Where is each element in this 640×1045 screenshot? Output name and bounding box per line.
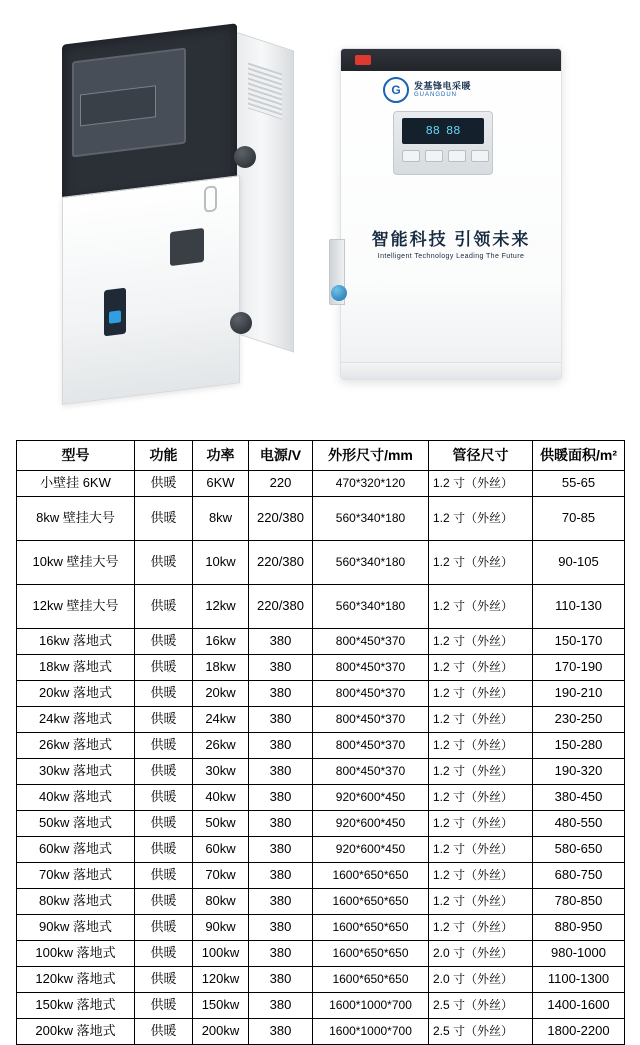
cell-power: 6KW <box>193 471 249 497</box>
cell-voltage: 220/380 <box>249 585 313 629</box>
cell-function: 供暖 <box>135 811 193 837</box>
cell-pipe-size: 1.2 寸（外丝） <box>429 915 533 941</box>
cell-model: 60kw 落地式 <box>17 837 135 863</box>
cell-power: 10kw <box>193 541 249 585</box>
cell-voltage: 380 <box>249 759 313 785</box>
cell-function: 供暖 <box>135 655 193 681</box>
boiler-display-screen <box>104 288 126 337</box>
cell-voltage: 380 <box>249 941 313 967</box>
table-body <box>17 471 625 1045</box>
cell-voltage: 380 <box>249 889 313 915</box>
cell-voltage: 380 <box>249 733 313 759</box>
table-row <box>17 655 625 681</box>
table-row <box>17 863 625 889</box>
lcd-value-left: 88 <box>425 124 440 138</box>
boiler-valve-knob-upper <box>234 146 256 168</box>
slogan-block <box>341 225 561 260</box>
cell-heating-area: 55-65 <box>533 471 625 497</box>
cell-voltage: 380 <box>249 1019 313 1045</box>
cell-model: 24kw 落地式 <box>17 707 135 733</box>
cell-function: 供暖 <box>135 785 193 811</box>
cell-dimensions: 800*450*370 <box>313 759 429 785</box>
table-row <box>17 629 625 655</box>
lcd-screen <box>402 118 484 144</box>
cell-pipe-size: 1.2 寸（外丝） <box>429 785 533 811</box>
brand-name-cn: 发基锋电采暖 <box>414 81 472 92</box>
cell-model: 80kw 落地式 <box>17 889 135 915</box>
cell-dimensions: 560*340*180 <box>313 541 429 585</box>
cell-voltage: 380 <box>249 967 313 993</box>
column-header-power: 功率 <box>193 441 249 471</box>
cell-dimensions: 920*600*450 <box>313 811 429 837</box>
cell-heating-area: 580-650 <box>533 837 625 863</box>
cell-model: 小壁挂 6KW <box>17 471 135 497</box>
cell-function: 供暖 <box>135 915 193 941</box>
cell-pipe-size: 2.0 寸（外丝） <box>429 941 533 967</box>
cell-model: 90kw 落地式 <box>17 915 135 941</box>
cell-pipe-size: 1.2 寸（外丝） <box>429 837 533 863</box>
cell-heating-area: 190-320 <box>533 759 625 785</box>
cell-pipe-size: 1.2 寸（外丝） <box>429 733 533 759</box>
column-header-dimensions: 外形尺寸/mm <box>313 441 429 471</box>
control-button-1 <box>402 150 420 162</box>
cell-model: 12kw 壁挂大号 <box>17 585 135 629</box>
power-indicator-icon <box>355 55 371 65</box>
table-row <box>17 1019 625 1045</box>
cell-model: 10kw 壁挂大号 <box>17 541 135 585</box>
cell-dimensions: 1600*650*650 <box>313 941 429 967</box>
cell-function: 供暖 <box>135 541 193 585</box>
cell-heating-area: 190-210 <box>533 681 625 707</box>
cell-power: 12kw <box>193 585 249 629</box>
cell-pipe-size: 2.5 寸（外丝） <box>429 1019 533 1045</box>
cell-heating-area: 230-250 <box>533 707 625 733</box>
cell-power: 90kw <box>193 915 249 941</box>
cell-model: 18kw 落地式 <box>17 655 135 681</box>
table-row <box>17 733 625 759</box>
column-header-voltage: 电源/V <box>249 441 313 471</box>
cell-pipe-size: 1.2 寸（外丝） <box>429 471 533 497</box>
cell-pipe-size: 1.2 寸（外丝） <box>429 585 533 629</box>
cell-power: 26kw <box>193 733 249 759</box>
control-button-3 <box>448 150 466 162</box>
cell-voltage: 380 <box>249 785 313 811</box>
cell-power: 80kw <box>193 889 249 915</box>
table-header-row <box>17 441 625 471</box>
cell-model: 40kw 落地式 <box>17 785 135 811</box>
brand-logo <box>383 77 503 103</box>
cell-heating-area: 90-105 <box>533 541 625 585</box>
cell-dimensions: 800*450*370 <box>313 707 429 733</box>
table-row <box>17 785 625 811</box>
cell-power: 70kw <box>193 863 249 889</box>
cell-dimensions: 1600*650*650 <box>313 915 429 941</box>
water-inlet-icon <box>331 285 347 301</box>
cell-heating-area: 980-1000 <box>533 941 625 967</box>
control-button-row <box>402 150 489 162</box>
cell-dimensions: 1600*1000*700 <box>313 1019 429 1045</box>
cell-pipe-size: 1.2 寸（外丝） <box>429 759 533 785</box>
cell-pipe-size: 1.2 寸（外丝） <box>429 681 533 707</box>
table-row <box>17 707 625 733</box>
cell-pipe-size: 1.2 寸（外丝） <box>429 629 533 655</box>
cell-power: 100kw <box>193 941 249 967</box>
table-row <box>17 681 625 707</box>
table-row <box>17 889 625 915</box>
table-row <box>17 811 625 837</box>
cell-pipe-size: 2.0 寸（外丝） <box>429 967 533 993</box>
cell-power: 30kw <box>193 759 249 785</box>
cell-power: 200kw <box>193 1019 249 1045</box>
cell-power: 150kw <box>193 993 249 1019</box>
cell-heating-area: 780-850 <box>533 889 625 915</box>
control-button-4 <box>471 150 489 162</box>
specification-table-wrapper <box>16 440 624 1045</box>
cell-voltage: 220/380 <box>249 497 313 541</box>
cell-heating-area: 150-280 <box>533 733 625 759</box>
cell-power: 60kw <box>193 837 249 863</box>
cell-voltage: 380 <box>249 993 313 1019</box>
logo-mark-icon: G <box>383 77 409 103</box>
cell-function: 供暖 <box>135 733 193 759</box>
cell-power: 16kw <box>193 629 249 655</box>
product-image-area <box>0 0 640 430</box>
specification-table <box>16 440 625 1045</box>
cell-dimensions: 560*340*180 <box>313 497 429 541</box>
cell-dimensions: 560*340*180 <box>313 585 429 629</box>
cell-function: 供暖 <box>135 707 193 733</box>
cell-heating-area: 170-190 <box>533 655 625 681</box>
cell-model: 200kw 落地式 <box>17 1019 135 1045</box>
table-row <box>17 541 625 585</box>
boiler-door-handle <box>204 185 217 213</box>
column-header-heating-area: 供暖面积/m² <box>533 441 625 471</box>
slogan-cn: 智能科技 引领未来 <box>371 230 531 249</box>
cell-voltage: 380 <box>249 681 313 707</box>
cell-model: 150kw 落地式 <box>17 993 135 1019</box>
cell-power: 40kw <box>193 785 249 811</box>
table-row <box>17 585 625 629</box>
boiler-valve-knob-lower <box>230 312 252 334</box>
cell-pipe-size: 1.2 寸（外丝） <box>429 811 533 837</box>
column-header-pipe-size: 管径尺寸 <box>429 441 533 471</box>
table-row <box>17 967 625 993</box>
cell-model: 16kw 落地式 <box>17 629 135 655</box>
control-display-module <box>393 111 493 175</box>
cell-function: 供暖 <box>135 497 193 541</box>
column-header-model: 型号 <box>17 441 135 471</box>
cell-voltage: 380 <box>249 629 313 655</box>
cell-dimensions: 800*450*370 <box>313 681 429 707</box>
cell-function: 供暖 <box>135 863 193 889</box>
cell-heating-area: 1400-1600 <box>533 993 625 1019</box>
cell-function: 供暖 <box>135 629 193 655</box>
table-row <box>17 471 625 497</box>
cell-model: 50kw 落地式 <box>17 811 135 837</box>
lcd-value-right: 88 <box>446 124 461 138</box>
table-row <box>17 837 625 863</box>
slogan-en: Intelligent Technology Leading The Future <box>377 253 525 260</box>
cell-heating-area: 150-170 <box>533 629 625 655</box>
boiler-top-dark-housing <box>62 23 237 204</box>
cell-model: 120kw 落地式 <box>17 967 135 993</box>
cell-function: 供暖 <box>135 993 193 1019</box>
cell-heating-area: 1800-2200 <box>533 1019 625 1045</box>
cell-heating-area: 480-550 <box>533 811 625 837</box>
cell-voltage: 380 <box>249 863 313 889</box>
cell-dimensions: 800*450*370 <box>313 655 429 681</box>
cell-voltage: 380 <box>249 707 313 733</box>
boiler-control-panel <box>170 228 204 266</box>
cell-power: 18kw <box>193 655 249 681</box>
cell-pipe-size: 1.2 寸（外丝） <box>429 863 533 889</box>
cell-voltage: 220 <box>249 471 313 497</box>
floor-standing-boiler-image <box>62 34 292 396</box>
cell-heating-area: 1100-1300 <box>533 967 625 993</box>
cell-voltage: 220/380 <box>249 541 313 585</box>
cell-dimensions: 470*320*120 <box>313 471 429 497</box>
cell-function: 供暖 <box>135 941 193 967</box>
cell-voltage: 380 <box>249 811 313 837</box>
cell-pipe-size: 2.5 寸（外丝） <box>429 993 533 1019</box>
column-header-function: 功能 <box>135 441 193 471</box>
cell-power: 50kw <box>193 811 249 837</box>
cell-function: 供暖 <box>135 967 193 993</box>
cell-heating-area: 110-130 <box>533 585 625 629</box>
cell-function: 供暖 <box>135 1019 193 1045</box>
cell-function: 供暖 <box>135 585 193 629</box>
cell-pipe-size: 1.2 寸（外丝） <box>429 497 533 541</box>
cell-pipe-size: 1.2 寸（外丝） <box>429 655 533 681</box>
cell-heating-area: 70-85 <box>533 497 625 541</box>
cell-dimensions: 800*450*370 <box>313 629 429 655</box>
control-button-2 <box>425 150 443 162</box>
cell-dimensions: 1600*650*650 <box>313 967 429 993</box>
cell-model: 26kw 落地式 <box>17 733 135 759</box>
table-row <box>17 993 625 1019</box>
cell-voltage: 380 <box>249 915 313 941</box>
boiler-top-strip <box>341 49 561 71</box>
cell-function: 供暖 <box>135 837 193 863</box>
table-row <box>17 915 625 941</box>
cell-model: 70kw 落地式 <box>17 863 135 889</box>
cell-dimensions: 1600*650*650 <box>313 889 429 915</box>
cell-power: 20kw <box>193 681 249 707</box>
cell-pipe-size: 1.2 寸（外丝） <box>429 889 533 915</box>
cell-heating-area: 380-450 <box>533 785 625 811</box>
cell-voltage: 380 <box>249 655 313 681</box>
cell-model: 20kw 落地式 <box>17 681 135 707</box>
cell-dimensions: 1600*650*650 <box>313 863 429 889</box>
cell-power: 120kw <box>193 967 249 993</box>
cell-dimensions: 920*600*450 <box>313 837 429 863</box>
table-row <box>17 497 625 541</box>
cell-model: 100kw 落地式 <box>17 941 135 967</box>
cell-function: 供暖 <box>135 681 193 707</box>
cell-function: 供暖 <box>135 759 193 785</box>
cell-power: 8kw <box>193 497 249 541</box>
cell-dimensions: 1600*1000*700 <box>313 993 429 1019</box>
brand-name-en: GUANGDUN <box>414 91 458 98</box>
cell-heating-area: 680-750 <box>533 863 625 889</box>
cell-dimensions: 920*600*450 <box>313 785 429 811</box>
cell-pipe-size: 1.2 寸（外丝） <box>429 541 533 585</box>
cell-model: 30kw 落地式 <box>17 759 135 785</box>
cell-model: 8kw 壁挂大号 <box>17 497 135 541</box>
cell-function: 供暖 <box>135 471 193 497</box>
cell-voltage: 380 <box>249 837 313 863</box>
cell-function: 供暖 <box>135 889 193 915</box>
table-row <box>17 759 625 785</box>
cell-dimensions: 800*450*370 <box>313 733 429 759</box>
table-row <box>17 941 625 967</box>
cell-heating-area: 880-950 <box>533 915 625 941</box>
wall-mounted-boiler-image <box>340 48 562 380</box>
cell-pipe-size: 1.2 寸（外丝） <box>429 707 533 733</box>
cell-power: 24kw <box>193 707 249 733</box>
boiler-bottom-strip <box>341 362 561 379</box>
